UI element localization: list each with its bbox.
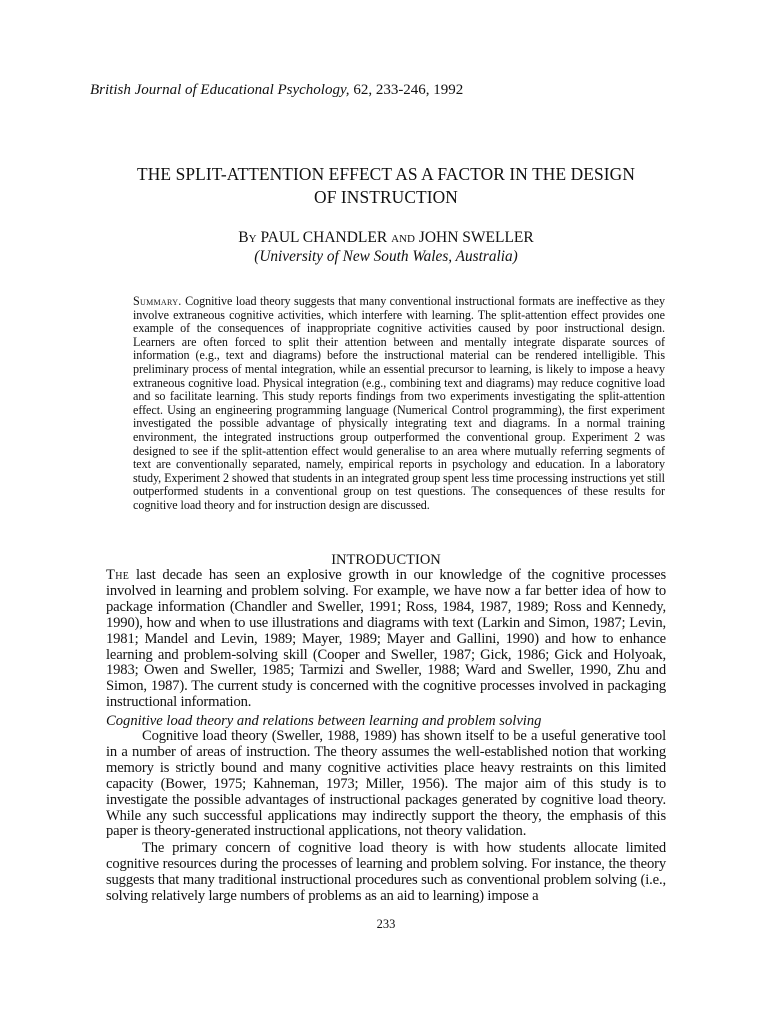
introduction-lead-word: The <box>106 567 130 583</box>
article-title-line-2: OF INSTRUCTION <box>314 187 458 207</box>
section-subheading: Cognitive load theory and relations between learning and problem solving <box>106 713 542 729</box>
journal-name: British Journal of Educational Psychology, <box>90 82 350 98</box>
journal-citation <box>90 80 590 100</box>
author-1: PAUL CHANDLER <box>260 229 388 246</box>
page-number: 233 <box>376 917 396 931</box>
summary-abstract <box>133 295 665 513</box>
introduction-paragraph-3: The primary concern of cognitive load theory is with how students allocate limited cognitive resources during the processes of learning and problem solving. For instance, the theory suggests that many traditional instructional procedures such as conventional problem solving (i.e., solving relatively large numbers of problems as an aid to learning) impose a <box>106 840 666 904</box>
article-title <box>90 163 682 209</box>
and-label: and <box>391 229 415 246</box>
author-2: JOHN SWELLER <box>418 229 534 246</box>
summary-label: Summary. <box>133 294 182 308</box>
journal-volume-pages: 62, 233-246, 1992 <box>349 82 464 98</box>
article-title-line-1: THE SPLIT-ATTENTION EFFECT AS A FACTOR IN THE DESIGN <box>137 164 635 184</box>
author-affiliation: (University of New South Wales, Australia) <box>254 248 518 265</box>
introduction-paragraph-1 <box>106 568 666 711</box>
introduction-heading: INTRODUCTION <box>331 552 441 568</box>
introduction-paragraph-1-text: last decade has seen an explosive growth in our knowledge of the cognitive processes involved in learning and problem solving. For example, we have now a far better idea of how to package information (Chandler and Sweller, 1991; Ross, 1984, 1987, 1989; Ross and Kennedy, 1990), how and when to use illustrations and diagrams with text (Larkin and Simon, 1987; Levin, 1981; Mandel and Levin, 1989; Mayer, 1989; Mayer and Gallini, 1990) and how to enhance learning and problem-solving skill (Cooper and Sweller, 1987; Gick, 1986; Gick and Holyoak, 1983; Owen and Sweller, 1985; Tarmizi and Sweller, 1988; Ward and Sweller, 1990, Zhu and Simon, 1987). The current study is concerned with the cognitive processes involved in packaging instructional information. <box>106 567 666 711</box>
article-authors <box>90 228 682 247</box>
by-label: By <box>238 229 257 246</box>
summary-text: Cognitive load theory suggests that many conventional instructional formats are ineffective as they involve extraneous cognitive activities, which interfere with learning. The split-attention effect provides one example of the consequences of inappropriate cognitive activities caused by poor instructional design. Learners are often forced to split their attention between and mentally integrate disparate sources of information (e.g., text and diagrams) before the instructional material can be rendered intelligible. This preliminary process of mental integration, while an essential precursor to learning, is likely to impose a heavy extraneous cognitive load. Physical integration (e.g., combining text and diagrams) may reduce cognitive load and so facilitate learning. This study reports findings from two experiments investigating the split-attention effect. Using an engineering programming language (Numerical Control programming), the first experiment investigated the possible advantage of physically integrating text and diagrams. In a normal training environment, the integrated instructions group outperformed the conventional group. Experiment 2 was designed to see if the split-attention effect would generalise to an area where mutually referring segments of text are conventionally separated, namely, empirical reports in psychology and education. In a laboratory study, Experiment 2 showed that students in an integrated group spent less time processing instructions yet still outperformed students in a conventional group on test questions. The consequences of these results for cognitive load theory and for instruction design are discussed. <box>133 294 665 512</box>
introduction-paragraph-2: Cognitive load theory (Sweller, 1988, 1989) has shown itself to be a useful generative tool in a number of areas of instruction. The theory assumes the well-established notion that working memory is strictly bound and many cognitive activities place heavy restraints on this limited capacity (Bower, 1975; Kahneman, 1973; Miller, 1956). The major aim of this study is to investigate the possible advantages of instructional packages generated by cognitive load theory. While any such successful applications may indirectly support the theory, the emphasis of this paper is theory-generated instructional applications, not theory validation. <box>106 728 666 840</box>
